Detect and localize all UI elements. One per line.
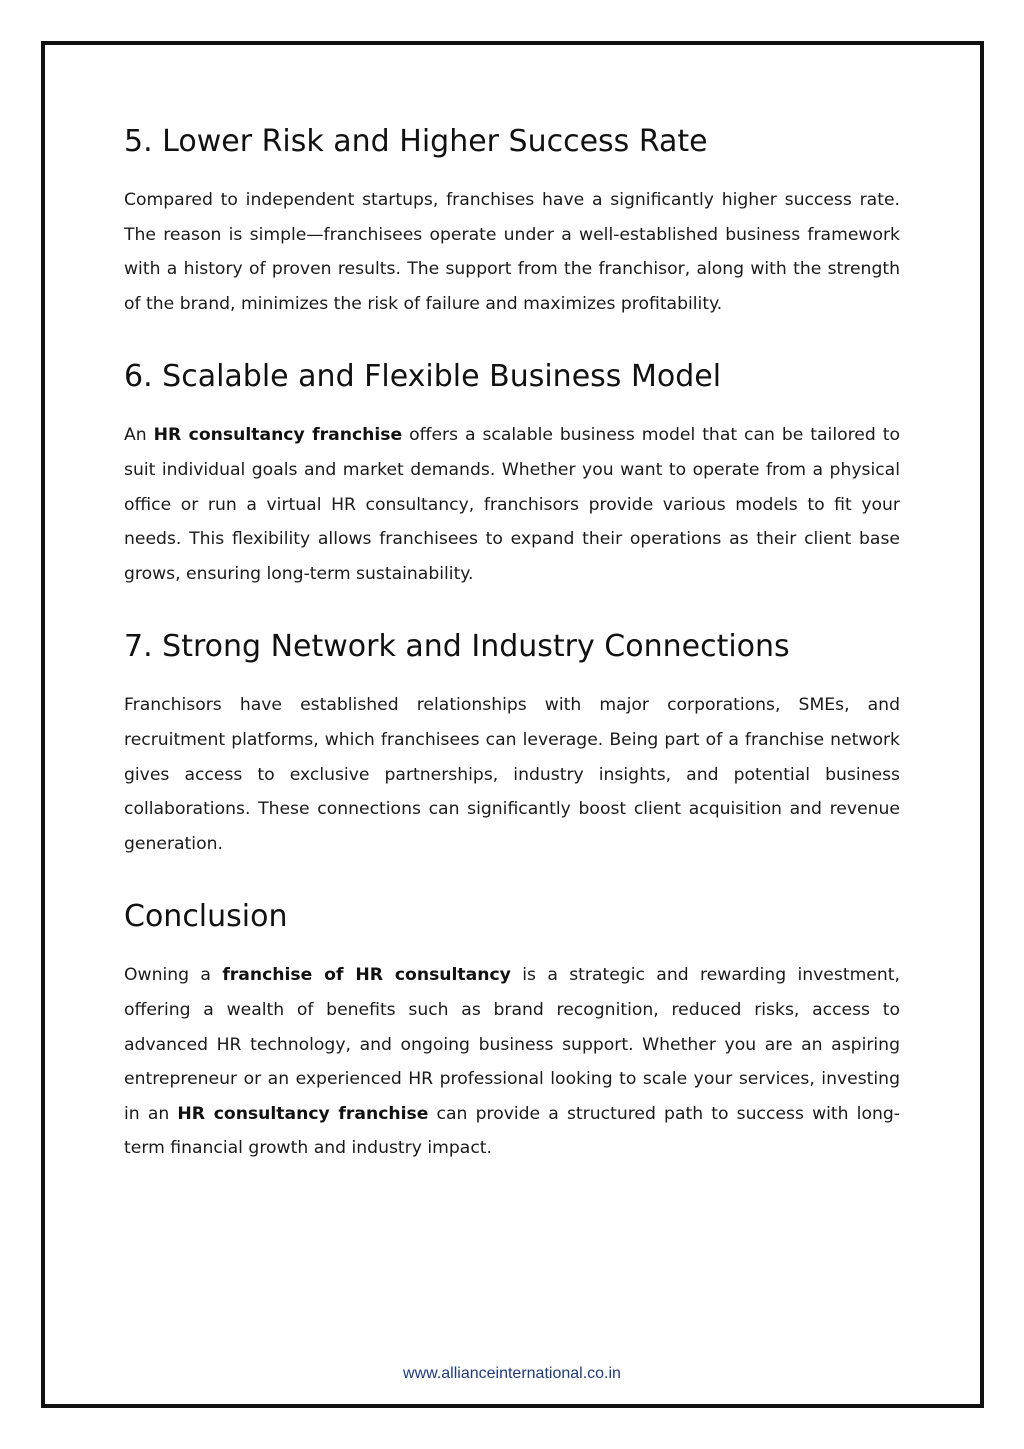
- body-text: An: [124, 425, 154, 446]
- body-text: can provide a structured path to success with long-term financial growth and industry impact.: [124, 1103, 900, 1159]
- section-body-conclusion: [124, 958, 900, 1166]
- body-text: Owning a: [124, 965, 223, 986]
- section-body-lower-risk: [124, 183, 900, 321]
- section-body-strong-network: [124, 688, 900, 861]
- body-text: Compared to independent startups, franchises have a significantly higher success rate. The reason is simple—franchisees operate under a well-established business framework with a history of proven results. The support from the franchisor, along with the strength of the brand, minimizes the risk of failure and maximizes profitability.: [124, 190, 900, 314]
- section-heading-lower-risk: 5. Lower Risk and Higher Success Rate: [124, 124, 708, 159]
- bold-keyword: franchise of HR consultancy: [222, 965, 511, 986]
- body-text: is a strategic and rewarding investment, offering a wealth of benefits such as brand recognition, reduced risks, access to advanced HR technology, and ongoing business support. Whether you are an aspiring entrepreneur or an experienced HR professional looking to scale your services, investing in an: [124, 965, 900, 1124]
- section-heading-strong-network: 7. Strong Network and Industry Connections: [124, 629, 790, 665]
- section-body-scalable-model: [124, 418, 900, 591]
- body-text: offers a scalable business model that can be tailored to suit individual goals and market demands. Whether you want to operate from a physical office or run a virtual HR consultancy, franchisors provide various models to fit your needs. This flexibility allows franchisees to expand their operations as their client base grows, ensuring long-term sustainability.: [124, 425, 900, 584]
- section-heading-scalable-model: 6. Scalable and Flexible Business Model: [124, 359, 722, 395]
- footer-website-url[interactable]: www.allianceinternational.co.in: [403, 1365, 621, 1382]
- body-text: Franchisors have established relationships with major corporations, SMEs, and recruitment platforms, which franchisees can leverage. Being part of a franchise network gives access to exclusive partnerships, industry insights, and potential business collaborations. These connections can significantly boost client acquisition and revenue generation.: [124, 695, 900, 854]
- bold-keyword: HR consultancy franchise: [153, 425, 403, 446]
- bold-keyword: HR consultancy franchise: [177, 1103, 429, 1124]
- document-content: [124, 120, 900, 1200]
- section-heading-conclusion: Conclusion: [124, 899, 288, 935]
